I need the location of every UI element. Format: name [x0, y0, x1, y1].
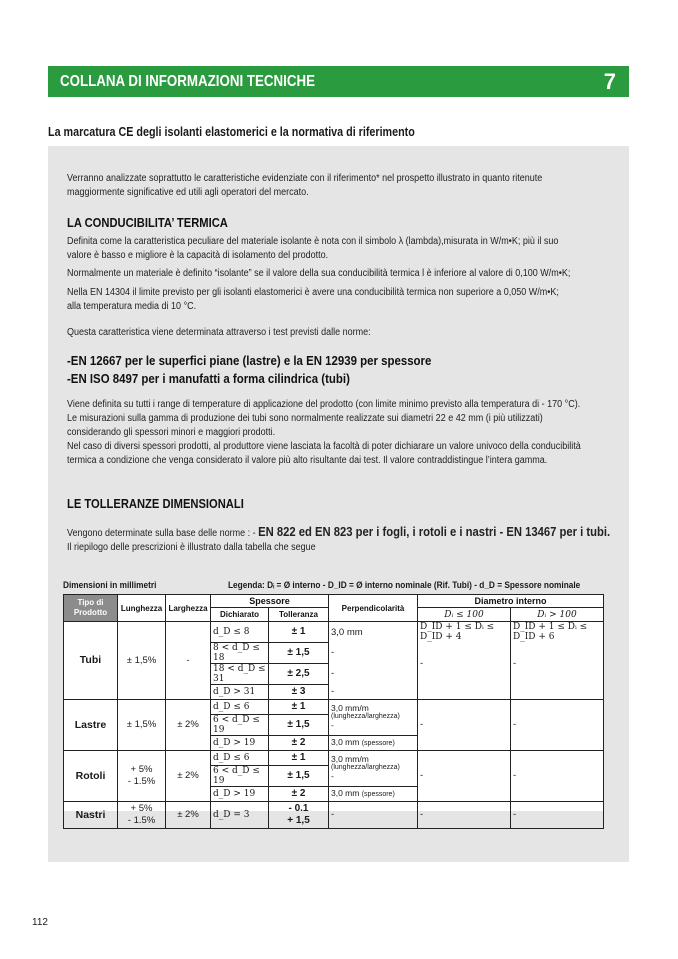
norm-line-1: -EN 12667 per le superfici piane (lastre) e la EN 12939 per spessore [67, 353, 432, 368]
lastre-dich-3: d_D > 19 [211, 735, 269, 750]
row-nastri-lunghezza [118, 801, 166, 828]
tolerance-table-wrapper [63, 594, 603, 826]
nastri-tol [269, 801, 329, 828]
rotoli-perp-2 [329, 786, 418, 801]
tubi-perp-4: - [329, 684, 418, 699]
nastri-diam-gt: - [511, 801, 604, 828]
paragraph-line: Normalmente un materiale è definito “isolante” se il valore della sua conducibilità termica l è inferiore al valore di 0,100 W/m•K; [67, 268, 571, 279]
table-legend: Legenda: Dᵢ = Ø interno - D_ID = Ø interno nominale (Rif. Tubi) - d_D = Spessore nominale [228, 580, 581, 590]
row-nastri-name: Nastri [64, 801, 118, 828]
nastri-diam-le: - [418, 801, 511, 828]
lastre-dich-1: d_D ≤ 6 [211, 699, 269, 714]
header-larghezza: Larghezza [166, 595, 211, 622]
tolerance-table [63, 594, 604, 829]
paragraph-line: Il riepilogo delle prescrizioni è illustrato dalla tabella che segue [67, 542, 316, 553]
nastri-perp: - [329, 801, 418, 828]
lastre-diam-le: - [418, 699, 511, 750]
rotoli-diam-gt: - [511, 750, 604, 801]
tubi-tol-3: ± 2,5 [269, 663, 329, 684]
paragraph-line: Questa caratteristica viene determinata attraverso i test previsti dalle norme: [67, 327, 371, 338]
tubi-diam-gt-2: - [511, 642, 604, 684]
tubi-diam-le: D_ID + 1 ≤ Dᵢ ≤ D_ID + 4 [418, 622, 511, 643]
header-dichiarato: Dichiarato [211, 608, 269, 622]
intro-line-1: Verranno analizzate soprattutto le caratteristiche evidenziate con il riferimento* nel prospetto illustrato in quanto ritenute [67, 173, 543, 184]
tolleranze-lead [67, 525, 610, 541]
rotoli-tol-1: ± 1 [269, 750, 329, 765]
rotoli-diam-le: - [418, 750, 511, 801]
tubi-tol-1: ± 1 [269, 622, 329, 643]
tubi-tol-4: ± 3 [269, 684, 329, 699]
lastre-perp-1 [329, 699, 418, 735]
header-tolleranza: Tolleranza [269, 608, 329, 622]
tubi-dich-1: d_D ≤ 8 [211, 622, 269, 643]
row-lastre-name: Lastre [64, 699, 118, 750]
tubi-dich-4: d_D > 31 [211, 684, 269, 699]
paragraph-line: Definita come la caratteristica peculiare del materiale isolante è nota con il simbolo λ (lambda),misurata in W/m•K; più il suo [67, 236, 559, 247]
lastre-perp-1-note: (lunghezza/larghezza) [331, 713, 400, 720]
rotoli-perp-2-value: 3,0 mm [331, 788, 360, 798]
rotoli-perp-1-note: (lunghezza/larghezza) [331, 764, 400, 771]
lastre-perp-2-value: 3,0 mm [331, 737, 360, 747]
row-rotoli-larghezza: ± 2% [166, 750, 211, 801]
lastre-diam-gt: - [511, 699, 604, 750]
paragraph-line: considerando gli spessori minori e maggiori prodotti. [67, 427, 276, 438]
tubi-diam-le-blank [418, 684, 511, 699]
tubi-dich-2: 8 < d_D ≤ 18 [211, 642, 269, 663]
header-diam-le: Dᵢ ≤ 100 [418, 608, 511, 622]
lastre-perp-2 [329, 735, 418, 750]
paragraph-line: termica a condizione che venga considerato il valore più alto risultante dai test. Il valore contraddistingue l’intera gamma. [67, 455, 548, 466]
tolleranze-norms: EN 822 ed EN 823 per i fogli, i rotoli e i nastri - EN 13467 per i tubi. [258, 525, 611, 539]
nastri-lung-plus: + 5% [130, 802, 153, 814]
rotoli-dich-3: d_D > 19 [211, 786, 269, 801]
intro-line-2: maggiormente significative ed utili agli operatori del mercato. [67, 187, 309, 198]
rotoli-lung-minus: - 1.5% [127, 775, 156, 787]
paragraph-line: Nel caso di diversi spessori prodotti, al produttore viene lasciata la facoltà di poter dichiarare un valore univoco della conducibilità [67, 441, 581, 452]
header-lunghezza: Lunghezza [118, 595, 166, 622]
tubi-diam-le-2: - [418, 642, 511, 684]
lastre-perp-2-note: (spessore) [361, 740, 395, 747]
tubi-perp-3: - [329, 663, 418, 684]
rotoli-tol-2: ± 1,5 [269, 765, 329, 786]
header-spessore: Spessore [211, 595, 329, 608]
row-tubi-lunghezza: ± 1,5% [118, 622, 166, 700]
paragraph-line: valore è basso e migliore è la capacità di isolamento del prodotto. [67, 250, 329, 261]
rotoli-lung-plus: + 5% [130, 763, 153, 775]
rotoli-perp-dash: - [331, 771, 334, 781]
banner-chapter-number: 7 [603, 68, 616, 94]
lastre-perp-dash: - [331, 720, 334, 730]
nastri-dich: d_D = 3 [211, 801, 269, 828]
nastri-tol-plus: + 1,5 [287, 814, 310, 826]
rotoli-perp-2-note: (spessore) [361, 791, 395, 798]
header-tipo: Tipo di Prodotto [64, 595, 118, 622]
section-heading-tolleranze: LE TOLLERANZE DIMENSIONALI [67, 496, 244, 511]
tubi-diam-gt: D_ID + 1 ≤ Dᵢ ≤ D_ID + 6 [511, 622, 604, 643]
rotoli-perp-1-value: 3,0 mm/m [331, 754, 369, 764]
tubi-dich-3: 18 < d_D ≤ 31 [211, 663, 269, 684]
row-tubi-larghezza: - [166, 622, 211, 700]
lastre-perp-1-value: 3,0 mm/m [331, 703, 369, 713]
lastre-tol-1: ± 1 [269, 699, 329, 714]
tubi-diam-gt-blank [511, 684, 604, 699]
section-heading-conducibilita: LA CONDUCIBILITA’ TERMICA [67, 215, 228, 230]
rotoli-perp-1 [329, 750, 418, 786]
row-nastri-larghezza: ± 2% [166, 801, 211, 828]
paragraph-line: Viene definita su tutti i range di temperature di applicazione del prodotto (con limite minimo previsto alla temperatura di - 170 °C). [67, 399, 581, 410]
page-number: 112 [32, 917, 48, 928]
header-diametro: Diametro interno [418, 595, 604, 608]
tubi-perp-1: 3,0 mm [329, 622, 418, 643]
paragraph-line: Nella EN 14304 il limite previsto per gli isolanti elastomerici è avere una conducibilità termica non superiore a 0,050 W/m•K; [67, 287, 559, 298]
lastre-tol-2: ± 1,5 [269, 714, 329, 735]
paragraph-line: Le misurazioni sulla gamma di produzione dei tubi sono normalmente realizzate sui diametri 22 e 42 mm (i più utilizzati) [67, 413, 543, 424]
rotoli-tol-3: ± 2 [269, 786, 329, 801]
page-subtitle: La marcatura CE degli isolanti elastomerici e la normativa di riferimento [48, 125, 415, 139]
tubi-tol-2: ± 1,5 [269, 642, 329, 663]
tolleranze-lead-text: Vengono determinate sulla base delle norme : - [67, 528, 259, 539]
row-rotoli-name: Rotoli [64, 750, 118, 801]
nastri-lung-minus: - 1.5% [127, 814, 156, 826]
header-diam-gt: Dᵢ > 100 [511, 608, 604, 622]
rotoli-dich-2: 6 < d_D ≤ 19 [211, 765, 269, 786]
row-tubi-name: Tubi [64, 622, 118, 700]
banner-title: COLLANA DI INFORMAZIONI TECNICHE [60, 72, 315, 90]
paragraph-line: alla temperatura media di 10 °C. [67, 301, 197, 312]
tubi-perp-2: - [329, 642, 418, 663]
header-perpendicolarita: Perpendicolarità [329, 595, 418, 622]
nastri-tol-minus: - 0.1 [288, 802, 309, 814]
lastre-tol-3: ± 2 [269, 735, 329, 750]
table-caption: Dimensioni in millimetri [63, 580, 157, 590]
norm-line-2: -EN ISO 8497 per i manufatti a forma cilindrica (tubi) [67, 371, 350, 386]
row-lastre-larghezza: ± 2% [166, 699, 211, 750]
row-rotoli-lunghezza [118, 750, 166, 801]
header-banner [48, 66, 629, 97]
rotoli-dich-1: d_D ≤ 6 [211, 750, 269, 765]
lastre-dich-2: 6 < d_D ≤ 19 [211, 714, 269, 735]
row-lastre-lunghezza: ± 1,5% [118, 699, 166, 750]
